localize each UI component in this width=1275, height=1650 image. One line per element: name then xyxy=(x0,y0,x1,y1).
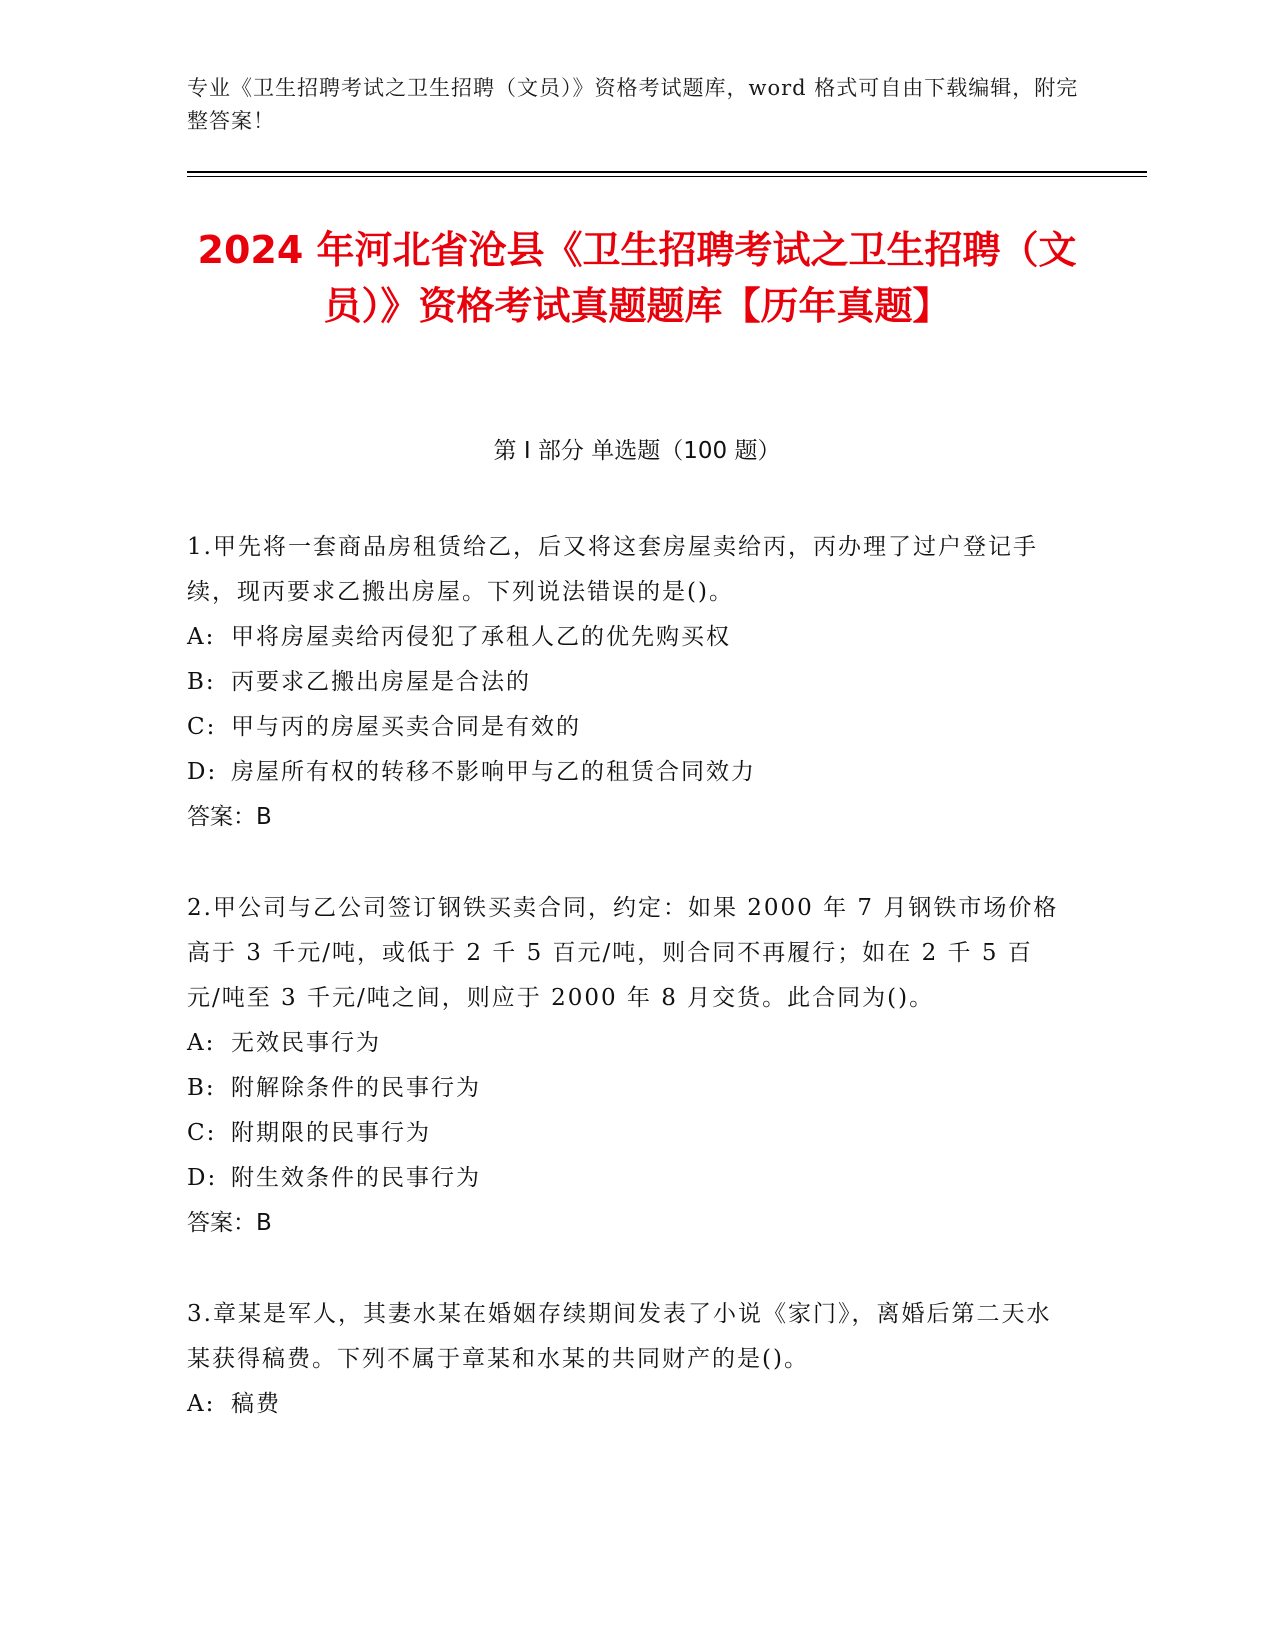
option-key: A: xyxy=(187,1030,216,1056)
option-key: B: xyxy=(187,1075,216,1101)
answer-line: 答案：B xyxy=(187,804,272,830)
question-list xyxy=(187,525,1067,1473)
option-c xyxy=(187,705,1067,750)
option-d xyxy=(187,1156,1067,1201)
option-text: 甲与丙的房屋买卖合同是有效的 xyxy=(231,714,581,740)
answer-line: 答案：B xyxy=(187,1210,272,1236)
header-note: 专业《卫生招聘考试之卫生招聘（文员）》资格考试题库，word 格式可自由下载编辑，附完整答案！ xyxy=(187,76,1079,133)
option-c xyxy=(187,1111,1067,1156)
option-text: 房屋所有权的转移不影响甲与乙的租赁合同效力 xyxy=(231,759,756,785)
option-text: 附生效条件的民事行为 xyxy=(231,1165,481,1191)
question-1 xyxy=(187,525,1067,840)
option-key: A: xyxy=(187,624,216,650)
document-title: 2024 年河北省沧县《卫生招聘考试之卫生招聘（文员）》资格考试真题题库【历年真题】 xyxy=(197,228,1077,328)
option-text: 丙要求乙搬出房屋是合法的 xyxy=(231,669,531,695)
option-a xyxy=(187,1382,1067,1427)
option-d xyxy=(187,750,1067,795)
section-heading: 第 I 部分 单选题（100 题） xyxy=(493,438,781,464)
option-b xyxy=(187,1066,1067,1111)
option-key: B: xyxy=(187,669,216,695)
option-text: 附期限的民事行为 xyxy=(231,1120,431,1146)
option-text: 无效民事行为 xyxy=(231,1030,381,1056)
option-a xyxy=(187,1021,1067,1066)
option-key: D: xyxy=(187,1165,218,1191)
question-stem: 2.甲公司与乙公司签订钢铁买卖合同，约定：如果 2000 年 7 月钢铁市场价格高于 3 千元/吨，或低于 2 千 5 百元/吨，则合同不再履行；如在 2 千 5 百元/吨至 3 千元/吨之间，则应于 2000 年 8 月交货。此合同为()。 xyxy=(187,895,1059,1011)
header-divider-thin xyxy=(187,176,1147,177)
option-key: C: xyxy=(187,1120,217,1146)
option-key: D: xyxy=(187,759,218,785)
option-a xyxy=(187,615,1067,660)
option-b xyxy=(187,660,1067,705)
option-text: 稿费 xyxy=(231,1391,281,1417)
option-key: A: xyxy=(187,1391,216,1417)
question-2 xyxy=(187,886,1067,1246)
header-divider-thick xyxy=(187,171,1147,173)
question-3 xyxy=(187,1292,1067,1427)
question-stem: 1.甲先将一套商品房租赁给乙，后又将这套房屋卖给丙，丙办理了过户登记手续，现丙要求乙搬出房屋。下列说法错误的是()。 xyxy=(187,534,1038,605)
option-text: 附解除条件的民事行为 xyxy=(231,1075,481,1101)
question-stem: 3.章某是军人，其妻水某在婚姻存续期间发表了小说《家门》，离婚后第二天水某获得稿费。下列不属于章某和水某的共同财产的是()。 xyxy=(187,1301,1052,1372)
option-key: C: xyxy=(187,714,217,740)
option-text: 甲将房屋卖给丙侵犯了承租人乙的优先购买权 xyxy=(231,624,731,650)
